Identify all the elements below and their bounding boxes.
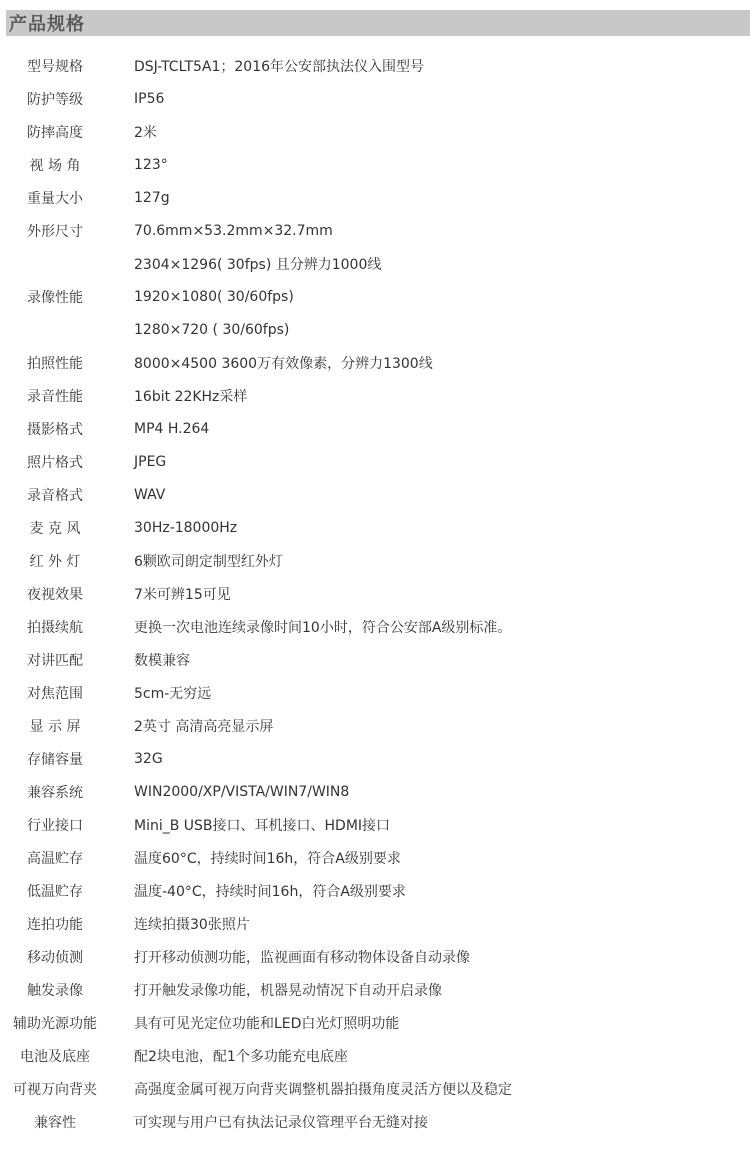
spec-row bbox=[0, 1039, 750, 1072]
spec-row bbox=[0, 676, 750, 709]
spec-label: 兼容性 bbox=[34, 1114, 76, 1131]
spec-label: 拍摄续航 bbox=[27, 619, 83, 636]
spec-label: 拍照性能 bbox=[27, 355, 83, 372]
spec-value: 配2块电池，配1个多功能充电底座 bbox=[134, 1048, 348, 1065]
spec-value: 数模兼容 bbox=[134, 652, 190, 669]
spec-value: 70.6mm×53.2mm×32.7mm bbox=[134, 222, 333, 239]
spec-row bbox=[0, 148, 750, 181]
spec-label: 可视万向背夹 bbox=[13, 1081, 97, 1098]
spec-label: 高温贮存 bbox=[27, 850, 83, 867]
spec-label: 摄影格式 bbox=[27, 421, 83, 438]
spec-label: 外形尺寸 bbox=[27, 223, 83, 240]
spec-row bbox=[0, 511, 750, 544]
spec-row bbox=[0, 49, 750, 82]
section-header bbox=[6, 10, 750, 36]
spec-row bbox=[0, 775, 750, 808]
spec-value: 123° bbox=[134, 156, 168, 173]
spec-row bbox=[0, 841, 750, 874]
spec-value: 打开触发录像功能，机器晃动情况下自动开启录像 bbox=[134, 982, 442, 999]
spec-value: WIN2000/XP/VISTA/WIN7/WIN8 bbox=[134, 783, 350, 800]
spec-row bbox=[0, 940, 750, 973]
spec-label: 电池及底座 bbox=[20, 1048, 90, 1065]
spec-row bbox=[0, 907, 750, 940]
spec-value: 1280×720 ( 30/60fps) bbox=[134, 321, 290, 338]
spec-label: 对讲匹配 bbox=[27, 652, 83, 669]
spec-value: 8000×4500 3600万有效像素，分辨力1300线 bbox=[134, 355, 433, 372]
spec-row bbox=[0, 247, 750, 280]
spec-row bbox=[0, 1006, 750, 1039]
spec-label: 麦 克 风 bbox=[29, 520, 81, 537]
section-title: 产品规格 bbox=[9, 14, 85, 35]
spec-row bbox=[0, 709, 750, 742]
spec-value: 温度-40°C，持续时间16h，符合A级别要求 bbox=[134, 883, 406, 900]
spec-value: 可实现与用户已有执法记录仪管理平台无缝对接 bbox=[134, 1114, 428, 1131]
spec-row bbox=[0, 610, 750, 643]
spec-row bbox=[0, 742, 750, 775]
spec-value: MP4 H.264 bbox=[134, 420, 210, 437]
spec-value: 温度60°C，持续时间16h，符合A级别要求 bbox=[134, 850, 401, 867]
spec-label: 存储容量 bbox=[27, 751, 83, 768]
spec-row bbox=[0, 346, 750, 379]
spec-row bbox=[0, 379, 750, 412]
spec-row bbox=[0, 214, 750, 247]
spec-label: 辅助光源功能 bbox=[13, 1015, 97, 1032]
spec-label: 重量大小 bbox=[27, 190, 83, 207]
spec-value: WAV bbox=[134, 486, 166, 503]
spec-row bbox=[0, 313, 750, 346]
spec-value: 1920×1080( 30/60fps) bbox=[134, 288, 294, 305]
spec-label: 型号规格 bbox=[27, 58, 83, 75]
spec-value: 更换一次电池连续录像时间10小时，符合公安部A级别标准。 bbox=[134, 619, 512, 636]
spec-row bbox=[0, 1072, 750, 1105]
spec-value: 具有可见光定位功能和LED白光灯照明功能 bbox=[134, 1015, 400, 1032]
spec-row bbox=[0, 643, 750, 676]
spec-value: IP56 bbox=[134, 90, 165, 107]
spec-value: 32G bbox=[134, 750, 163, 767]
spec-value: 2米 bbox=[134, 124, 157, 141]
spec-row bbox=[0, 478, 750, 511]
spec-label: 显 示 屏 bbox=[29, 718, 81, 735]
spec-value: 高强度金属可视万向背夹调整机器拍摄角度灵活方便以及稳定 bbox=[134, 1081, 512, 1098]
spec-label: 红 外 灯 bbox=[29, 553, 81, 570]
spec-row bbox=[0, 412, 750, 445]
spec-value: 2英寸 高清高亮显示屏 bbox=[134, 718, 274, 735]
spec-label: 兼容系统 bbox=[27, 784, 83, 801]
spec-label: 防护等级 bbox=[27, 91, 83, 108]
spec-row bbox=[0, 181, 750, 214]
spec-value: 5cm-无穷远 bbox=[134, 685, 212, 702]
spec-value: 30Hz-18000Hz bbox=[134, 519, 238, 536]
spec-value: 7米可辨15可见 bbox=[134, 586, 231, 603]
spec-row bbox=[0, 808, 750, 841]
spec-row bbox=[0, 577, 750, 610]
spec-row bbox=[0, 874, 750, 907]
spec-value: JPEG bbox=[134, 453, 167, 470]
spec-value: 2304×1296( 30fps) 且分辨力1000线 bbox=[134, 256, 382, 273]
spec-value: Mini_B USB接口、耳机接口、HDMI接口 bbox=[134, 817, 391, 834]
spec-label: 移动侦测 bbox=[27, 949, 83, 966]
spec-label: 录像性能 bbox=[27, 289, 83, 306]
spec-value: DSJ-TCLT5A1；2016年公安部执法仪入围型号 bbox=[134, 58, 425, 75]
spec-label: 照片格式 bbox=[27, 454, 83, 471]
spec-table bbox=[0, 49, 750, 1138]
spec-label: 连拍功能 bbox=[27, 916, 83, 933]
spec-label: 防摔高度 bbox=[27, 124, 83, 141]
spec-label: 触发录像 bbox=[27, 982, 83, 999]
spec-label: 低温贮存 bbox=[27, 883, 83, 900]
spec-value: 连续拍摄30张照片 bbox=[134, 916, 250, 933]
spec-row bbox=[0, 544, 750, 577]
spec-row bbox=[0, 82, 750, 115]
spec-value: 16bit 22KHz采样 bbox=[134, 388, 248, 405]
spec-row bbox=[0, 280, 750, 313]
spec-value: 打开移动侦测功能，监视画面有移动物体设备自动录像 bbox=[134, 949, 470, 966]
spec-value: 6颗欧司朗定制型红外灯 bbox=[134, 553, 283, 570]
spec-label: 录音格式 bbox=[27, 487, 83, 504]
spec-row bbox=[0, 1105, 750, 1138]
spec-value: 127g bbox=[134, 189, 170, 206]
spec-label: 夜视效果 bbox=[27, 586, 83, 603]
spec-row bbox=[0, 445, 750, 478]
spec-label: 行业接口 bbox=[27, 817, 83, 834]
spec-row bbox=[0, 115, 750, 148]
spec-label: 录音性能 bbox=[27, 388, 83, 405]
spec-label: 对焦范围 bbox=[27, 685, 83, 702]
spec-row bbox=[0, 973, 750, 1006]
spec-label: 视 场 角 bbox=[29, 157, 81, 174]
